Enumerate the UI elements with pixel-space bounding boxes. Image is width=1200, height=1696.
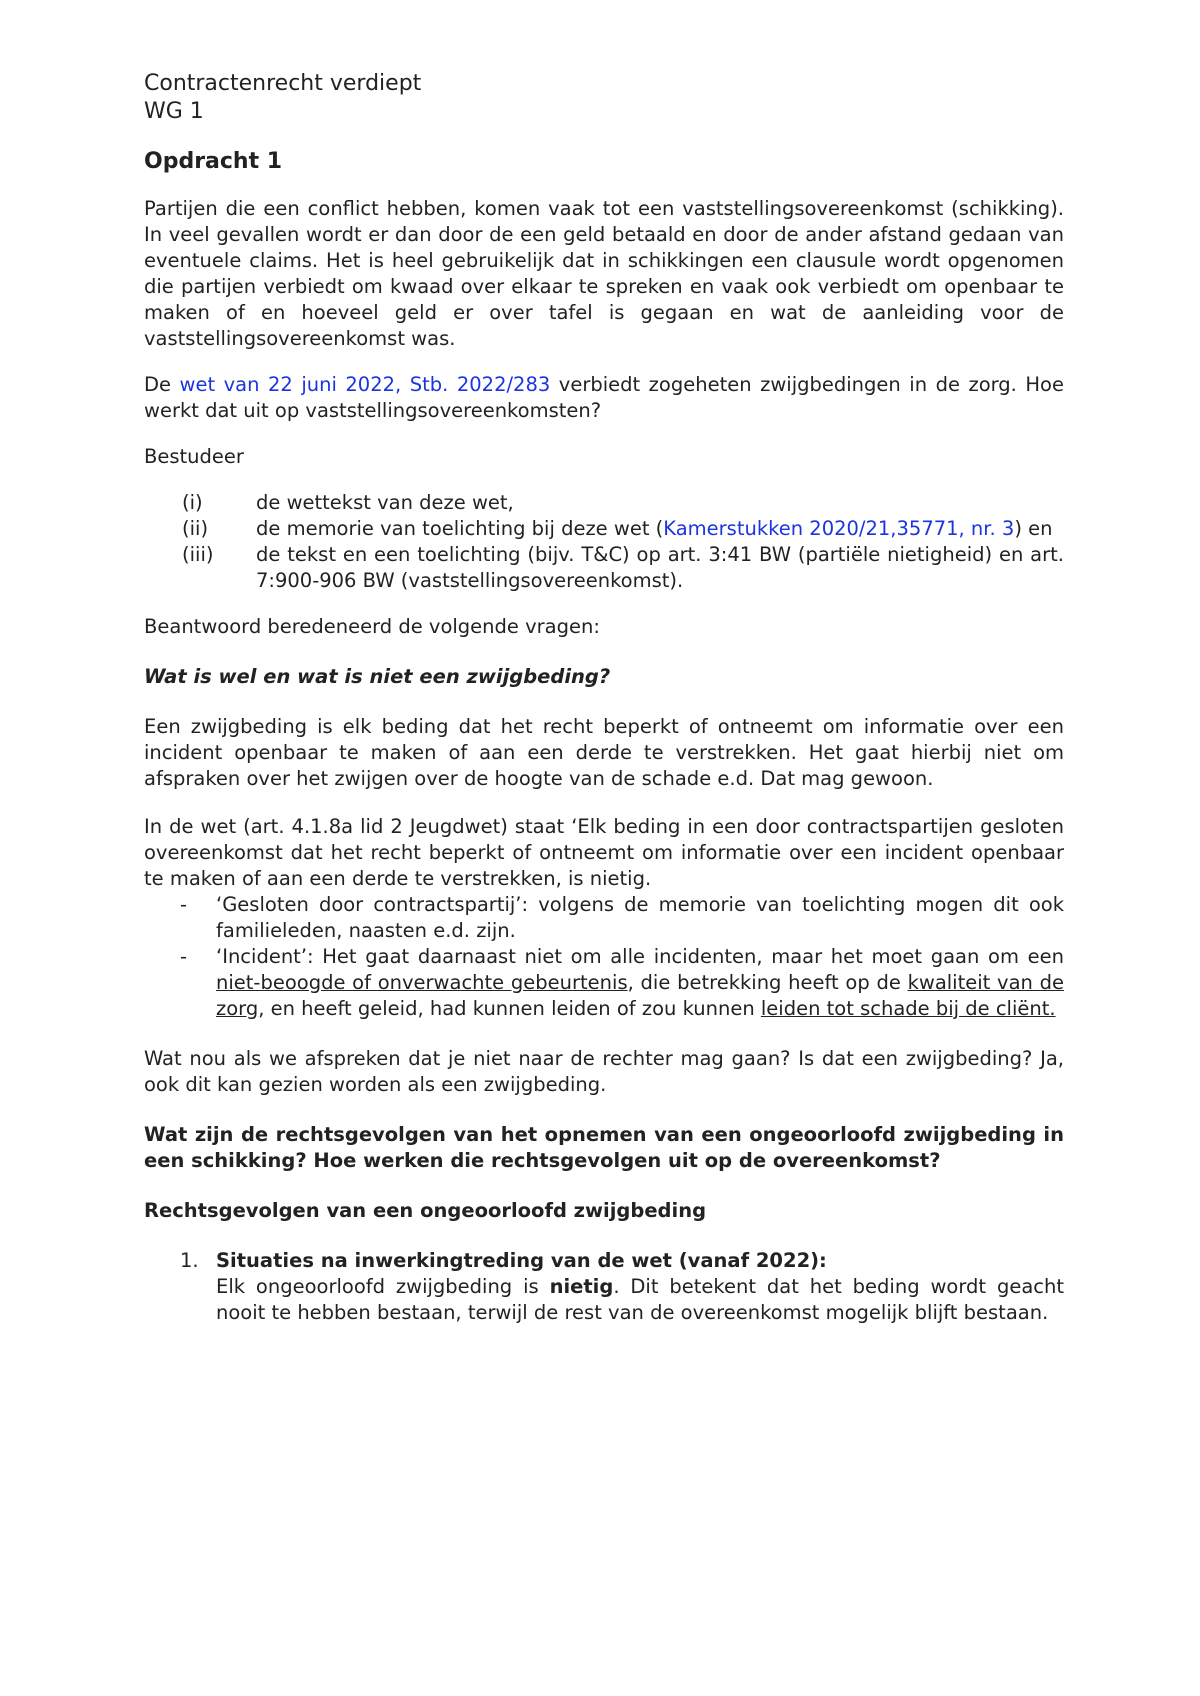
document-title: Contractenrecht verdiept	[144, 71, 422, 96]
study-item-number: (iii)	[182, 543, 214, 566]
study-item	[144, 490, 1064, 516]
study-item-text-after: ) en	[1014, 517, 1053, 540]
answer-intro: Beantwoord beredeneerd de volgende vragen:	[144, 615, 600, 638]
study-list	[144, 490, 1064, 594]
bullet-text-part: , en heeft geleid, had kunnen leiden of zou kunnen	[258, 997, 761, 1020]
bullet-text-part: , die betrekking heeft op de	[627, 971, 908, 994]
study-item-number: (i)	[182, 491, 203, 514]
kamerstukken-link[interactable]: Kamerstukken 2020/21,35771, nr. 3	[663, 517, 1015, 540]
numbered-item	[144, 1248, 1064, 1326]
bold-term: nietig	[549, 1275, 614, 1298]
question-1: Wat is wel en wat is niet een zwijgbeding?	[144, 665, 611, 688]
study-item	[144, 542, 1064, 594]
answer-1-paragraph-1: Een zwijgbeding is elk beding dat het recht beperkt of ontneemt om informatie over een incident openbaar te maken of aan een derde te verstrekken. Het gaat hierbij niet om afspraken over het zwijgen over de hoogte van de schade e.d. Dat mag gewoon.	[144, 715, 1064, 790]
section-heading: Rechtsgevolgen van een ongeoorloofd zwijgbeding	[144, 1199, 707, 1222]
bullet-marker: -	[180, 945, 188, 968]
underlined-text: kwaliteit van de zorg	[216, 971, 1065, 1020]
study-item	[144, 516, 1064, 542]
numbered-item-text-part: Elk ongeoorloofd zwijgbeding is	[216, 1275, 550, 1298]
bullet-item	[144, 944, 1064, 1022]
bullet-text	[216, 944, 1064, 1022]
underlined-text: leiden tot schade bij de cliënt.	[760, 997, 1056, 1020]
study-item-text-before: de memorie van toelichting bij deze wet (	[256, 517, 664, 540]
bullet-item	[144, 892, 1064, 944]
numbered-item-text-part: . Dit betekent dat het beding wordt geacht nooit te hebben bestaan, terwijl de rest van de overeenkomst mogelijk blijft bestaan.	[216, 1275, 1064, 1324]
law-prefix: De	[144, 373, 180, 396]
intro-paragraph: Partijen die een conflict hebben, komen vaak tot een vaststellingsovereenkomst (schikking). In veel gevallen wordt er dan door de een geld betaald en door de ander afstand gedaan van eventuele claims. Het is heel gebruikelijk dat in schikkingen een clausule wordt opgenomen die partijen verbiedt om kwaad over elkaar te spreken en vaak ook verbiedt om openbaar te maken of en hoeveel geld er over tafel is gegaan en wat de aanleiding voor de vaststellingsovereenkomst was.	[144, 197, 1064, 350]
underlined-text: niet-beoogde of onverwachte gebeurtenis	[216, 971, 628, 994]
law-suffix: verbiedt zogeheten zwijgbedingen in de zorg. Hoe werkt dat uit op vaststellingsovereenkomsten?	[144, 373, 1064, 422]
answer-1-paragraph-3: Wat nou als we afspreken dat je niet naar de rechter mag gaan? Is dat een zwijgbeding? Ja, ook dit kan gezien worden als een zwijgbeding.	[144, 1047, 1064, 1096]
numbered-item-number: 1.	[180, 1249, 199, 1272]
bullet-marker: -	[180, 893, 188, 916]
document-body	[144, 70, 1064, 1326]
assignment-heading: Opdracht 1	[144, 149, 283, 174]
study-item-text	[256, 516, 1064, 542]
answer-1-paragraph-2: In de wet (art. 4.1.8a lid 2 Jeugdwet) staat ‘Elk beding in een door contractspartijen gesloten overeenkomst dat het recht beperkt of ontneemt om informatie over een incident openbaar te maken of aan een derde te verstrekken, is nietig.	[144, 815, 1064, 890]
numbered-item-text	[216, 1248, 1064, 1326]
law-link[interactable]: wet van 22 juni 2022, Stb. 2022/283	[179, 373, 551, 396]
study-item-number: (ii)	[182, 517, 209, 540]
numbered-item-heading: Situaties na inwerkingtreding van de wet (vanaf 2022):	[216, 1249, 827, 1272]
law-paragraph	[144, 372, 1064, 424]
question-2: Wat zijn de rechtsgevolgen van het opnemen van een ongeoorloofd zwijgbeding in een schikking? Hoe werken die rechtsgevolgen uit op de overeenkomst?	[144, 1123, 1064, 1172]
document-subtitle: WG 1	[144, 99, 204, 124]
study-label: Bestudeer	[144, 445, 244, 468]
bullet-text-part: ‘Incident’: Het gaat daarnaast niet om alle incidenten, maar het moet gaan om een	[216, 945, 1064, 968]
bullet-text: ‘Gesloten door contractspartij’: volgens de memorie van toelichting mogen dit ook familieleden, naasten e.d. zijn.	[216, 893, 1064, 942]
study-item-text: de wettekst van deze wet,	[256, 491, 514, 514]
study-item-text: de tekst en een toelichting (bijv. T&C) op art. 3:41 BW (partiële nietigheid) en art. 7:900-906 BW (vaststellingsovereenkomst).	[256, 543, 1064, 592]
